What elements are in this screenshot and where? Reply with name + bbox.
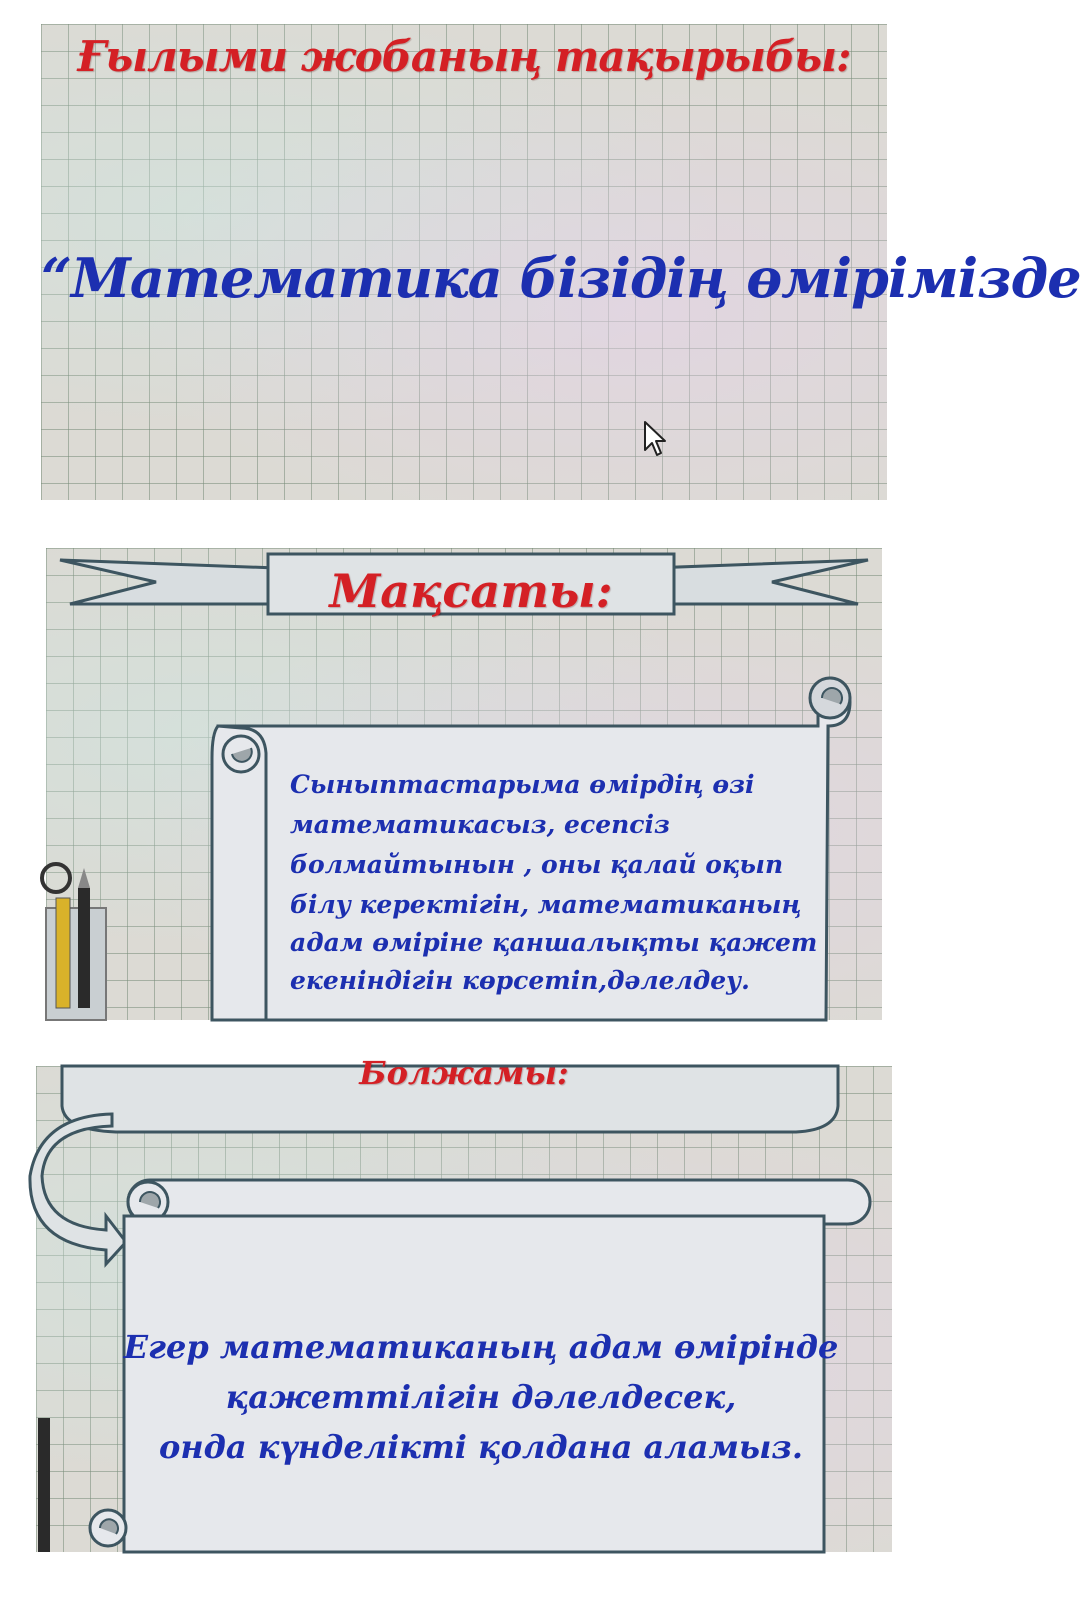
mouse-cursor-icon: [643, 420, 669, 460]
slide-topic: [41, 24, 1081, 500]
hypothesis-line: қажеттілігін дәлелдесек,: [225, 1378, 737, 1416]
banner-and-scroll: [36, 1066, 892, 1552]
slide-goal: [46, 548, 882, 1020]
hypothesis-line: онда күнделікті қолдана аламыз.: [159, 1428, 803, 1466]
goal-line: адам өміріне қаншалықты қажет: [290, 928, 818, 957]
goal-line: болмайтынын , оны қалай оқып: [290, 850, 784, 879]
slide-title: Ғылыми жобаның тақырыбы:: [77, 32, 851, 81]
goal-line: математикасыз, есепсіз: [290, 810, 670, 839]
project-topic: “Математика бізідің өмірімізде: [41, 246, 1081, 310]
slide-hypothesis: [36, 1054, 892, 1552]
goal-line: Сыныптастарыма өмірдің өзі: [290, 770, 755, 799]
goal-line: екеніндігін көрсетіп,дәлелдеу.: [290, 966, 750, 995]
slide-title: Болжамы:: [359, 1054, 569, 1092]
hypothesis-line: Егер математиканың адам өмірінде: [123, 1328, 839, 1366]
slide-title: Мақсаты:: [329, 564, 613, 618]
goal-line: білу керектігін, математиканың: [290, 890, 802, 919]
